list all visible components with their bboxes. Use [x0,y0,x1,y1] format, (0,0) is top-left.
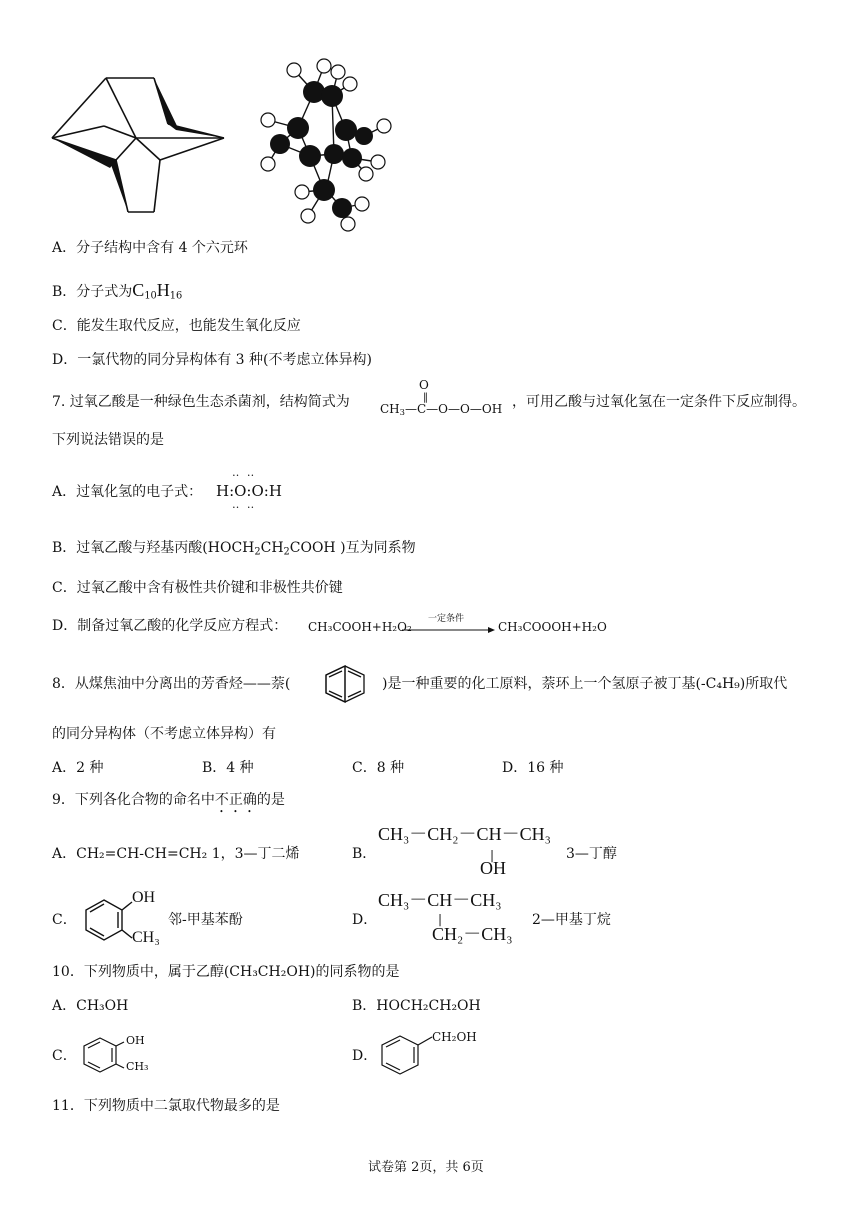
q7-stem-line2 [52,432,164,449]
formula-h: H [156,280,170,300]
option-text: )互为同系物 [335,540,416,556]
subscript: 2 [254,546,261,558]
q10-d-group: CH₂OH [432,1030,477,1044]
q10-option-a[interactable] [52,998,128,1015]
option-letter: A． [52,484,77,500]
option-letter: C． [52,318,77,334]
option-text: 过氧乙酸中含有极性共价键和非极性共价键 [76,580,343,596]
peracetic-acid-structure: O ‖ $CH_3—C—O—O—OH$ [380,378,503,418]
option-text: 能发生取代反应，也能发生氧化反应 [76,318,301,334]
q9-c-oh: OH [132,889,156,906]
formula: HOCH₂CH₂OH [376,998,481,1014]
q6-option-a[interactable] [52,240,248,257]
reaction-condition: 一定条件 [428,614,465,624]
q8-stem: 8．从煤焦油中分离出的芳香烃——萘( [52,676,291,692]
emphasis-text: 不正确 [214,792,257,808]
q8-stem-line2: 的同分异构体（不考虑立体异构）有 [52,726,276,742]
q9-c-ch3: CH₃ [132,929,160,946]
option-letter: A． [52,846,77,862]
subscript: 16 [169,290,183,302]
ch-group: CH [380,402,400,416]
option-text: 8 种 [376,760,405,776]
question-text: 下列说法错误的是 [52,432,164,448]
q7-option-d[interactable] [52,618,287,635]
q6-option-d[interactable] [52,352,372,369]
formula: CH₂=CH-CH=CH₂ [76,846,208,862]
q9-stem [52,792,285,816]
compound-name: 邻-甲基苯酚 [168,912,243,928]
option-text: 分子结构中含有 4 个六元环 [76,240,248,256]
option-letter: C． [52,580,77,596]
option-text: 16 种 [527,760,564,776]
compound-name: 1，3—丁二烯 [211,846,300,862]
option-text: 制备过氧乙酸的化学反应方程式： [77,618,288,634]
q9-option-a[interactable] [52,846,300,863]
compound-name: 3—丁醇 [566,846,617,862]
naphthalene-icon [312,662,378,706]
option-letter: A． [52,998,77,1014]
q7-stem-cont [512,394,806,411]
q7-option-a[interactable] [52,484,202,501]
question-text: 7. 过氧乙酸是一种绿色生态杀菌剂，结构简式为 [52,394,350,410]
q8-option-a[interactable] [52,760,103,777]
subscript: 3 [399,407,405,418]
q10-option-c-letter[interactable]: C． [52,1048,77,1064]
option-letter: D． [52,618,78,634]
ball-and-stick-model [252,58,402,228]
reaction-arrow-icon [402,626,496,634]
reactants: CH₃COOH+H₂O₂ [308,620,412,634]
option-letter: B． [52,284,77,300]
electron-dots-top: ‥ ‥ [232,466,257,479]
carbonyl-o: O [419,378,429,392]
formula-part: HOCH [207,540,255,556]
subscript: 2 [283,546,290,558]
q6-option-c[interactable] [52,318,301,335]
electron-formula: H:O:O:H [216,482,282,500]
q8-stem-cont: )是一种重要的化工原料，萘环上一个氢原子被丁基(-C₄H₉)所取代 [382,676,788,692]
page-footer: 试卷第 2页，共 6页 [368,1160,484,1175]
q10-option-d-letter[interactable]: D． [352,1048,378,1064]
q6-option-b[interactable] [52,280,182,302]
question-text: ，可用乙酸与过氧化氢在一定条件下反应制得。 [512,394,806,410]
option-text: 2 种 [76,760,104,776]
q8-option-b[interactable] [202,760,254,777]
option-text: 过氧乙酸与羟基丙酸( [76,540,208,556]
o-cresol-icon [76,896,136,946]
option-letter: A． [52,760,77,776]
q8-option-c[interactable] [352,760,404,777]
option-text: 4 种 [226,760,254,776]
question-text: 9．下列各化合物的命名中 [52,792,215,808]
q9-b-chain: CH₃－CH₂－CH－CH₃ [378,824,551,844]
q10-option-b[interactable] [352,998,481,1015]
q9-d-branch: CH₂－CH₃ [432,924,513,944]
option-text: 一氯代物的同分异构体有 3 种(不考虑立体异构) [77,352,372,368]
question-text: 的是 [256,792,285,808]
q10-c-ch3: CH₃ [126,1060,149,1073]
q9-option-d-letter[interactable]: D． [352,912,378,928]
option-letter: D． [52,352,78,368]
subscript: 10 [144,290,157,302]
o-cresol-small-icon [78,1036,132,1076]
q10-stem: 10．下列物质中，属于乙醇(CH₃CH₂OH)的同系物的是 [52,964,400,980]
option-letter: B． [202,760,227,776]
option-letter: D． [502,760,528,776]
q9-option-b-letter[interactable]: B． [352,846,377,862]
formula-c: C [132,280,145,300]
q9-option-c-letter[interactable]: C． [52,912,77,928]
products: CH₃COOOH+H₂O [498,620,607,634]
option-text: 过氧化氢的电子式： [76,484,203,500]
option-letter: B． [352,998,377,1014]
q7-stem [52,394,350,411]
formula-part: CH [260,540,284,556]
benzyl-alcohol-icon [378,1032,438,1078]
q11-stem: 11．下列物质中二氯取代物最多的是 [52,1098,280,1114]
option-letter: C． [352,760,377,776]
q7-option-c[interactable] [52,580,343,597]
adamantane-skeleton [50,78,230,214]
chain: —C—O—O—OH [405,402,503,416]
q9-d-chain: CH₃－CH－CH₃ [378,890,502,910]
q9-b-oh: OH [480,858,506,878]
q7-option-b[interactable] [52,540,416,558]
compound-name: 2—甲基丁烷 [532,912,611,928]
electron-dots-bottom: ‥ ‥ [232,498,257,511]
option-letter: B． [52,540,77,556]
formula-part: COOH [289,540,336,556]
formula: CH₃OH [76,998,129,1014]
q8-option-d[interactable] [502,760,564,777]
option-letter: A． [52,240,77,256]
q10-c-oh: OH [126,1034,145,1047]
option-text: 分子式为 [76,284,133,300]
